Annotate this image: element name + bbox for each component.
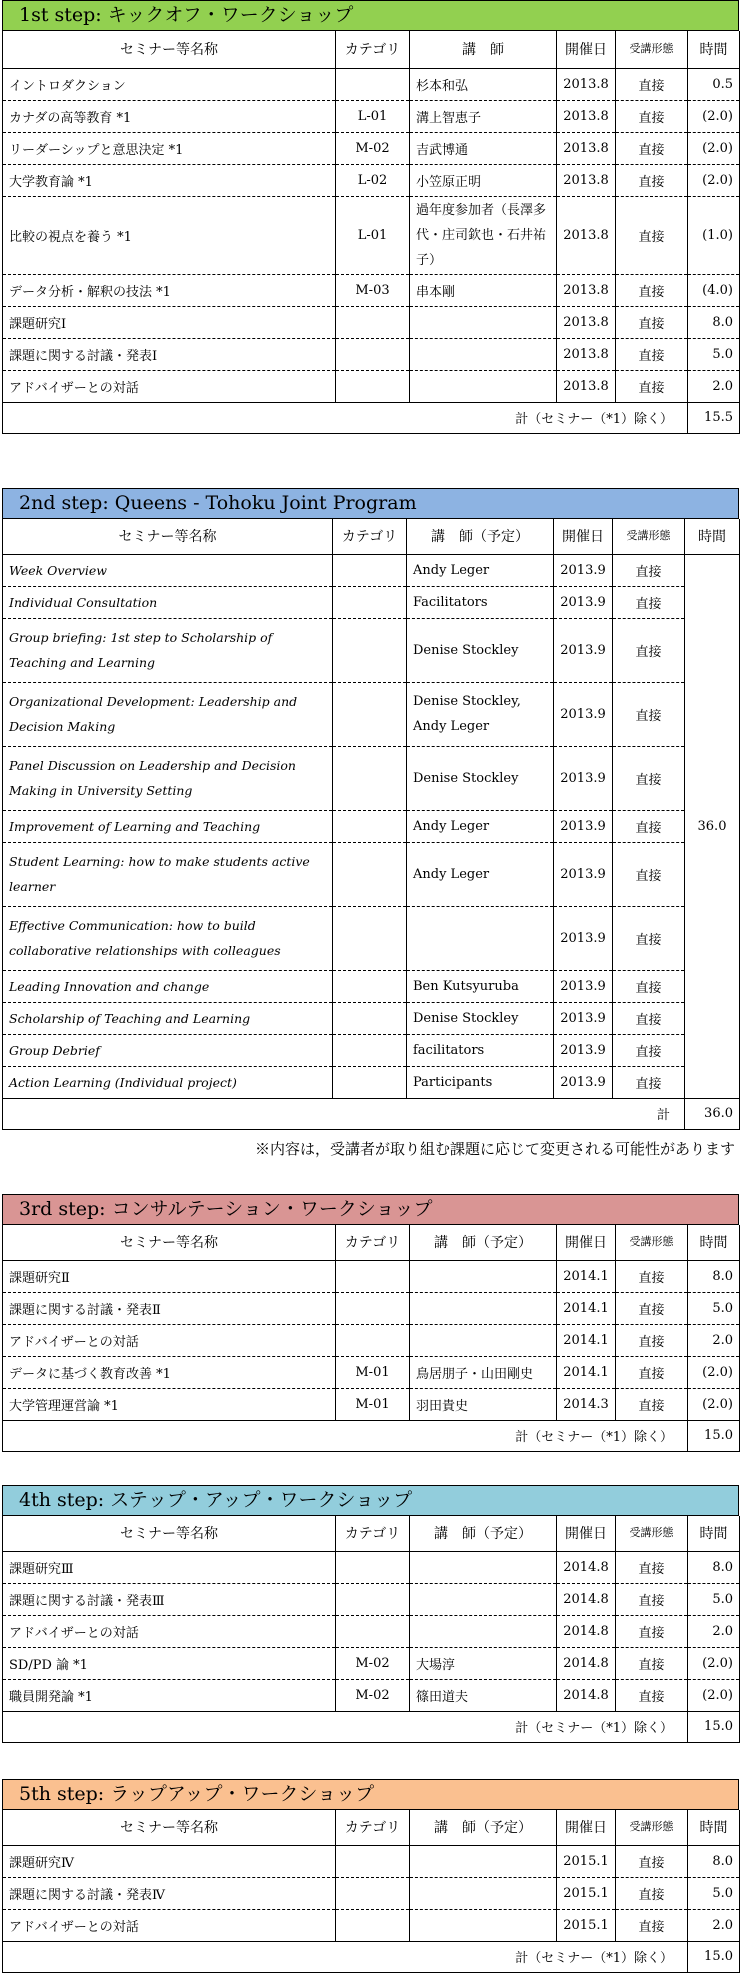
seminar-format: 直接 (613, 618, 685, 682)
total-row (3, 1098, 740, 1129)
seminar-name: データ分析・解釈の技法 *1 (3, 274, 336, 306)
seminar-instructor (410, 1260, 557, 1292)
header-format: 受講形態 (616, 1810, 688, 1845)
step3-banner: 3rd step: コンサルテーション・ワークショップ (2, 1194, 739, 1225)
total-hours: 15.0 (688, 1941, 740, 1972)
table-row (3, 306, 740, 338)
seminar-format: 直接 (616, 1388, 688, 1420)
seminar-hours: 5.0 (688, 1877, 740, 1909)
table-row (3, 1002, 740, 1034)
seminar-category (333, 906, 407, 970)
seminar-instructor (410, 1324, 557, 1356)
seminar-date: 2013.9 (554, 906, 613, 970)
header-hours: 時間 (688, 1810, 740, 1845)
seminar-category (336, 338, 410, 370)
seminar-category: L-01 (336, 196, 410, 274)
seminar-category (336, 1551, 410, 1583)
seminar-date: 2015.1 (557, 1877, 616, 1909)
seminar-date: 2015.1 (557, 1845, 616, 1877)
header-hours: 時間 (688, 1516, 740, 1551)
seminar-format: 直接 (616, 1877, 688, 1909)
header-category: カテゴリ (336, 31, 410, 68)
seminar-hours: 8.0 (688, 1845, 740, 1877)
seminar-format: 直接 (613, 906, 685, 970)
seminar-category (336, 1845, 410, 1877)
seminar-format: 直接 (616, 338, 688, 370)
seminar-category (336, 306, 410, 338)
table-row (3, 132, 740, 164)
seminar-name: アドバイザーとの対話 (3, 1615, 336, 1647)
seminar-instructor: Denise Stockley, Andy Leger (407, 682, 554, 746)
table-row (3, 810, 740, 842)
seminar-name: 課題研究Ⅱ (3, 1260, 336, 1292)
seminar-instructor: 溝上智恵子 (410, 100, 557, 132)
seminar-hours: 8.0 (688, 1260, 740, 1292)
seminar-date: 2013.8 (557, 274, 616, 306)
seminar-date: 2013.9 (554, 586, 613, 618)
step1-section (2, 0, 739, 434)
seminar-date: 2014.8 (557, 1551, 616, 1583)
seminar-category (336, 1877, 410, 1909)
seminar-format: 直接 (616, 1551, 688, 1583)
seminar-instructor (410, 306, 557, 338)
seminar-instructor: Denise Stockley (407, 1002, 554, 1034)
table-row (3, 1034, 740, 1066)
header-instructor: 講 師（予定） (407, 519, 554, 554)
seminar-category (333, 1066, 407, 1098)
seminar-hours: 2.0 (688, 1909, 740, 1941)
seminar-instructor: 大場淳 (410, 1647, 557, 1679)
seminar-category (333, 618, 407, 682)
seminar-date: 2013.9 (554, 746, 613, 810)
seminar-date: 2013.8 (557, 132, 616, 164)
seminar-name: 大学教育論 *1 (3, 164, 336, 196)
seminar-format: 直接 (616, 274, 688, 306)
header-name: セミナー等名称 (3, 519, 333, 554)
seminar-format: 直接 (613, 746, 685, 810)
seminar-category: M-02 (336, 1679, 410, 1711)
total-hours: 15.0 (688, 1420, 740, 1451)
table-row (3, 842, 740, 906)
header-instructor: 講 師（予定） (410, 1516, 557, 1551)
table-row (3, 1356, 740, 1388)
seminar-category: M-01 (336, 1388, 410, 1420)
seminar-name: Organizational Development: Leadership and Decision Making (3, 682, 333, 746)
seminar-date: 2014.8 (557, 1583, 616, 1615)
seminar-hours: 8.0 (688, 306, 740, 338)
seminar-hours: (2.0) (688, 132, 740, 164)
seminar-instructor (407, 906, 554, 970)
step2-table (2, 519, 740, 1130)
seminar-format: 直接 (616, 1679, 688, 1711)
seminar-date: 2013.9 (554, 554, 613, 586)
header-date: 開催日 (557, 31, 616, 68)
seminar-name: 大学管理運営論 *1 (3, 1388, 336, 1420)
seminar-instructor: Facilitators (407, 586, 554, 618)
seminar-instructor: Andy Leger (407, 810, 554, 842)
table-row (3, 1647, 740, 1679)
header-format: 受講形態 (616, 31, 688, 68)
seminar-name: Group briefing: 1st step to Scholarship of Teaching and Learning (3, 618, 333, 682)
seminar-category (333, 554, 407, 586)
seminar-category: M-01 (336, 1356, 410, 1388)
seminar-name: SD/PD 論 *1 (3, 1647, 336, 1679)
seminar-date: 2014.1 (557, 1324, 616, 1356)
seminar-format: 直接 (616, 1583, 688, 1615)
table-row (3, 554, 740, 586)
step5-section (2, 1779, 739, 1973)
seminar-hours: 2.0 (688, 370, 740, 402)
header-format: 受講形態 (616, 1516, 688, 1551)
total-row (3, 1711, 740, 1742)
seminar-name: イントロダクション (3, 68, 336, 100)
table-row (3, 1909, 740, 1941)
seminar-hours: 2.0 (688, 1615, 740, 1647)
step5-banner: 5th step: ラップアップ・ワークショップ (2, 1779, 739, 1810)
seminar-name: リーダーシップと意思決定 *1 (3, 132, 336, 164)
table-row (3, 1388, 740, 1420)
seminar-hours: (2.0) (688, 1647, 740, 1679)
seminar-name: Student Learning: how to make students active learner (3, 842, 333, 906)
header-instructor: 講 師（予定） (410, 1810, 557, 1845)
seminar-category (333, 842, 407, 906)
seminar-name: 課題研究Ⅳ (3, 1845, 336, 1877)
seminar-instructor (410, 1292, 557, 1324)
header-hours: 時間 (685, 519, 740, 554)
table-row (3, 1324, 740, 1356)
header-date: 開催日 (557, 1225, 616, 1260)
table-row (3, 100, 740, 132)
seminar-date: 2014.8 (557, 1647, 616, 1679)
seminar-category (336, 1909, 410, 1941)
header-name: セミナー等名称 (3, 1810, 336, 1845)
table-row (3, 746, 740, 810)
seminar-format: 直接 (616, 1615, 688, 1647)
seminar-format: 直接 (613, 1002, 685, 1034)
seminar-category (333, 586, 407, 618)
seminar-format: 直接 (613, 554, 685, 586)
seminar-category (333, 746, 407, 810)
seminar-date: 2013.9 (554, 970, 613, 1002)
table-row (3, 370, 740, 402)
table-row (3, 164, 740, 196)
seminar-format: 直接 (613, 1034, 685, 1066)
seminar-category: L-01 (336, 100, 410, 132)
seminar-hours: (2.0) (688, 100, 740, 132)
seminar-format: 直接 (613, 842, 685, 906)
header-format: 受講形態 (613, 519, 685, 554)
seminar-name: 課題研究Ⅰ (3, 306, 336, 338)
seminar-name: Improvement of Learning and Teaching (3, 810, 333, 842)
step2-section (2, 488, 739, 1158)
seminar-name: アドバイザーとの対話 (3, 1909, 336, 1941)
seminar-name: アドバイザーとの対話 (3, 370, 336, 402)
seminar-name: Scholarship of Teaching and Learning (3, 1002, 333, 1034)
seminar-instructor (410, 1877, 557, 1909)
seminar-format: 直接 (616, 68, 688, 100)
seminar-hours: 0.5 (688, 68, 740, 100)
seminar-instructor: facilitators (407, 1034, 554, 1066)
total-row (3, 1941, 740, 1972)
seminar-category (336, 68, 410, 100)
seminar-hours: (2.0) (688, 164, 740, 196)
seminar-instructor (410, 1551, 557, 1583)
table-row (3, 1679, 740, 1711)
seminar-name: Group Debrief (3, 1034, 333, 1066)
seminar-format: 直接 (616, 100, 688, 132)
seminar-name: 課題研究Ⅲ (3, 1551, 336, 1583)
seminar-format: 直接 (616, 1356, 688, 1388)
seminar-date: 2013.8 (557, 100, 616, 132)
seminar-date: 2013.9 (554, 810, 613, 842)
merged-hours: 36.0 (685, 554, 740, 1098)
seminar-date: 2013.9 (554, 618, 613, 682)
header-category: カテゴリ (336, 1810, 410, 1845)
seminar-category (336, 1583, 410, 1615)
seminar-name: Leading Innovation and change (3, 970, 333, 1002)
seminar-date: 2013.9 (554, 1002, 613, 1034)
table-row (3, 1260, 740, 1292)
seminar-name: 課題に関する討議・発表Ⅰ (3, 338, 336, 370)
seminar-hours: (2.0) (688, 1679, 740, 1711)
seminar-date: 2014.8 (557, 1615, 616, 1647)
seminar-date: 2013.9 (554, 1034, 613, 1066)
seminar-instructor (410, 370, 557, 402)
seminar-hours: 5.0 (688, 1292, 740, 1324)
seminar-category (336, 370, 410, 402)
total-label: 計（セミナー（*1）除く） (3, 1941, 688, 1972)
step2-note: ※内容は，受講者が取り組む課題に応じて変更される可能性があります (254, 1140, 735, 1158)
seminar-instructor (410, 1615, 557, 1647)
seminar-format: 直接 (616, 370, 688, 402)
table-row (3, 338, 740, 370)
seminar-instructor: 過年度参加者（長澤多代・庄司欽也・石井祐子） (410, 196, 557, 274)
seminar-instructor: Denise Stockley (407, 618, 554, 682)
header-name: セミナー等名称 (3, 1225, 336, 1260)
seminar-hours: (4.0) (688, 274, 740, 306)
seminar-name: アドバイザーとの対話 (3, 1324, 336, 1356)
seminar-name: Action Learning (Individual project) (3, 1066, 333, 1098)
seminar-hours: 2.0 (688, 1324, 740, 1356)
header-instructor: 講 師 (410, 31, 557, 68)
header-category: カテゴリ (336, 1516, 410, 1551)
seminar-name: Effective Communication: how to build collaborative relationships with colleagues (3, 906, 333, 970)
seminar-date: 2013.9 (554, 682, 613, 746)
seminar-format: 直接 (613, 810, 685, 842)
seminar-date: 2013.8 (557, 306, 616, 338)
seminar-date: 2014.1 (557, 1356, 616, 1388)
table-row (3, 1066, 740, 1098)
seminar-category (336, 1615, 410, 1647)
seminar-name: データに基づく教育改善 *1 (3, 1356, 336, 1388)
seminar-instructor: 杉本和弘 (410, 68, 557, 100)
header-hours: 時間 (688, 31, 740, 68)
total-row (3, 402, 740, 433)
table-row (3, 618, 740, 682)
total-label: 計（セミナー（*1）除く） (3, 1711, 688, 1742)
seminar-format: 直接 (613, 586, 685, 618)
seminar-instructor: Ben Kutsyuruba (407, 970, 554, 1002)
header-name: セミナー等名称 (3, 1516, 336, 1551)
seminar-hours: (2.0) (688, 1388, 740, 1420)
seminar-instructor (410, 1845, 557, 1877)
seminar-name: 課題に関する討議・発表Ⅱ (3, 1292, 336, 1324)
table-row (3, 68, 740, 100)
header-format: 受講形態 (616, 1225, 688, 1260)
seminar-format: 直接 (616, 1324, 688, 1356)
seminar-hours: (2.0) (688, 1356, 740, 1388)
seminar-category (333, 1034, 407, 1066)
seminar-category: M-02 (336, 132, 410, 164)
header-category: カテゴリ (336, 1225, 410, 1260)
seminar-instructor: Participants (407, 1066, 554, 1098)
seminar-date: 2014.1 (557, 1292, 616, 1324)
seminar-category: M-02 (336, 1647, 410, 1679)
seminar-format: 直接 (616, 132, 688, 164)
seminar-name: 課題に関する討議・発表Ⅳ (3, 1877, 336, 1909)
step4-banner: 4th step: ステップ・アップ・ワークショップ (2, 1485, 739, 1516)
seminar-name: カナダの高等教育 *1 (3, 100, 336, 132)
seminar-instructor (410, 1583, 557, 1615)
seminar-format: 直接 (613, 970, 685, 1002)
header-date: 開催日 (557, 1516, 616, 1551)
total-label: 計（セミナー（*1）除く） (3, 1420, 688, 1451)
step2-banner: 2nd step: Queens - Tohoku Joint Program (2, 488, 739, 519)
seminar-date: 2013.8 (557, 196, 616, 274)
step1-table (2, 31, 740, 434)
table-row (3, 970, 740, 1002)
seminar-format: 直接 (616, 306, 688, 338)
table-row (3, 196, 740, 274)
table-row (3, 1845, 740, 1877)
seminar-format: 直接 (616, 1647, 688, 1679)
step4-table (2, 1516, 740, 1743)
seminar-date: 2013.8 (557, 338, 616, 370)
seminar-format: 直接 (616, 1909, 688, 1941)
seminar-name: Panel Discussion on Leadership and Decision Making in University Setting (3, 746, 333, 810)
seminar-instructor: 羽田貴史 (410, 1388, 557, 1420)
header-date: 開催日 (557, 1810, 616, 1845)
header-name: セミナー等名称 (3, 31, 336, 68)
header-hours: 時間 (688, 1225, 740, 1260)
seminar-date: 2014.1 (557, 1260, 616, 1292)
seminar-category (333, 810, 407, 842)
seminar-format: 直接 (616, 196, 688, 274)
header-category: カテゴリ (333, 519, 407, 554)
table-row (3, 1292, 740, 1324)
seminar-hours: 8.0 (688, 1551, 740, 1583)
seminar-format: 直接 (613, 1066, 685, 1098)
step1-banner: 1st step: キックオフ・ワークショップ (2, 0, 739, 31)
step5-table (2, 1810, 740, 1973)
table-row (3, 586, 740, 618)
seminar-hours: 5.0 (688, 1583, 740, 1615)
seminar-date: 2014.8 (557, 1679, 616, 1711)
seminar-instructor: 吉武博通 (410, 132, 557, 164)
seminar-hours: 5.0 (688, 338, 740, 370)
seminar-instructor (410, 1909, 557, 1941)
seminar-date: 2013.8 (557, 164, 616, 196)
seminar-category (336, 1260, 410, 1292)
seminar-category (333, 682, 407, 746)
seminar-instructor: Andy Leger (407, 842, 554, 906)
seminar-category: M-03 (336, 274, 410, 306)
total-hours: 36.0 (685, 1098, 740, 1129)
seminar-category (333, 1002, 407, 1034)
seminar-instructor: Andy Leger (407, 554, 554, 586)
total-hours: 15.0 (688, 1711, 740, 1742)
seminar-format: 直接 (616, 1260, 688, 1292)
table-row (3, 682, 740, 746)
seminar-name: 比較の視点を養う *1 (3, 196, 336, 274)
seminar-instructor: 篠田道夫 (410, 1679, 557, 1711)
seminar-format: 直接 (616, 164, 688, 196)
header-date: 開催日 (554, 519, 613, 554)
total-hours: 15.5 (688, 402, 740, 433)
seminar-instructor: 小笠原正明 (410, 164, 557, 196)
step3-table (2, 1225, 740, 1452)
table-row (3, 274, 740, 306)
seminar-category (336, 1324, 410, 1356)
seminar-date: 2013.9 (554, 842, 613, 906)
table-row (3, 906, 740, 970)
seminar-category (333, 970, 407, 1002)
seminar-category: L-02 (336, 164, 410, 196)
table-row (3, 1583, 740, 1615)
total-row (3, 1420, 740, 1451)
seminar-instructor: 鳥居朋子・山田剛史 (410, 1356, 557, 1388)
seminar-name: 課題に関する討議・発表Ⅲ (3, 1583, 336, 1615)
table-row (3, 1551, 740, 1583)
seminar-format: 直接 (613, 682, 685, 746)
header-instructor: 講 師（予定） (410, 1225, 557, 1260)
seminar-date: 2015.1 (557, 1909, 616, 1941)
seminar-format: 直接 (616, 1292, 688, 1324)
seminar-category (336, 1292, 410, 1324)
seminar-name: 職員開発論 *1 (3, 1679, 336, 1711)
total-label: 計 (3, 1098, 685, 1129)
seminar-date: 2013.8 (557, 370, 616, 402)
seminar-date: 2014.3 (557, 1388, 616, 1420)
seminar-date: 2013.8 (557, 68, 616, 100)
seminar-hours: (1.0) (688, 196, 740, 274)
table-row (3, 1615, 740, 1647)
seminar-name: Individual Consultation (3, 586, 333, 618)
total-label: 計（セミナー（*1）除く） (3, 402, 688, 433)
seminar-instructor: Denise Stockley (407, 746, 554, 810)
table-row (3, 1877, 740, 1909)
seminar-name: Week Overview (3, 554, 333, 586)
step4-section (2, 1485, 739, 1743)
seminar-date: 2013.9 (554, 1066, 613, 1098)
seminar-format: 直接 (616, 1845, 688, 1877)
seminar-instructor: 串本剛 (410, 274, 557, 306)
step3-section (2, 1194, 739, 1452)
seminar-instructor (410, 338, 557, 370)
